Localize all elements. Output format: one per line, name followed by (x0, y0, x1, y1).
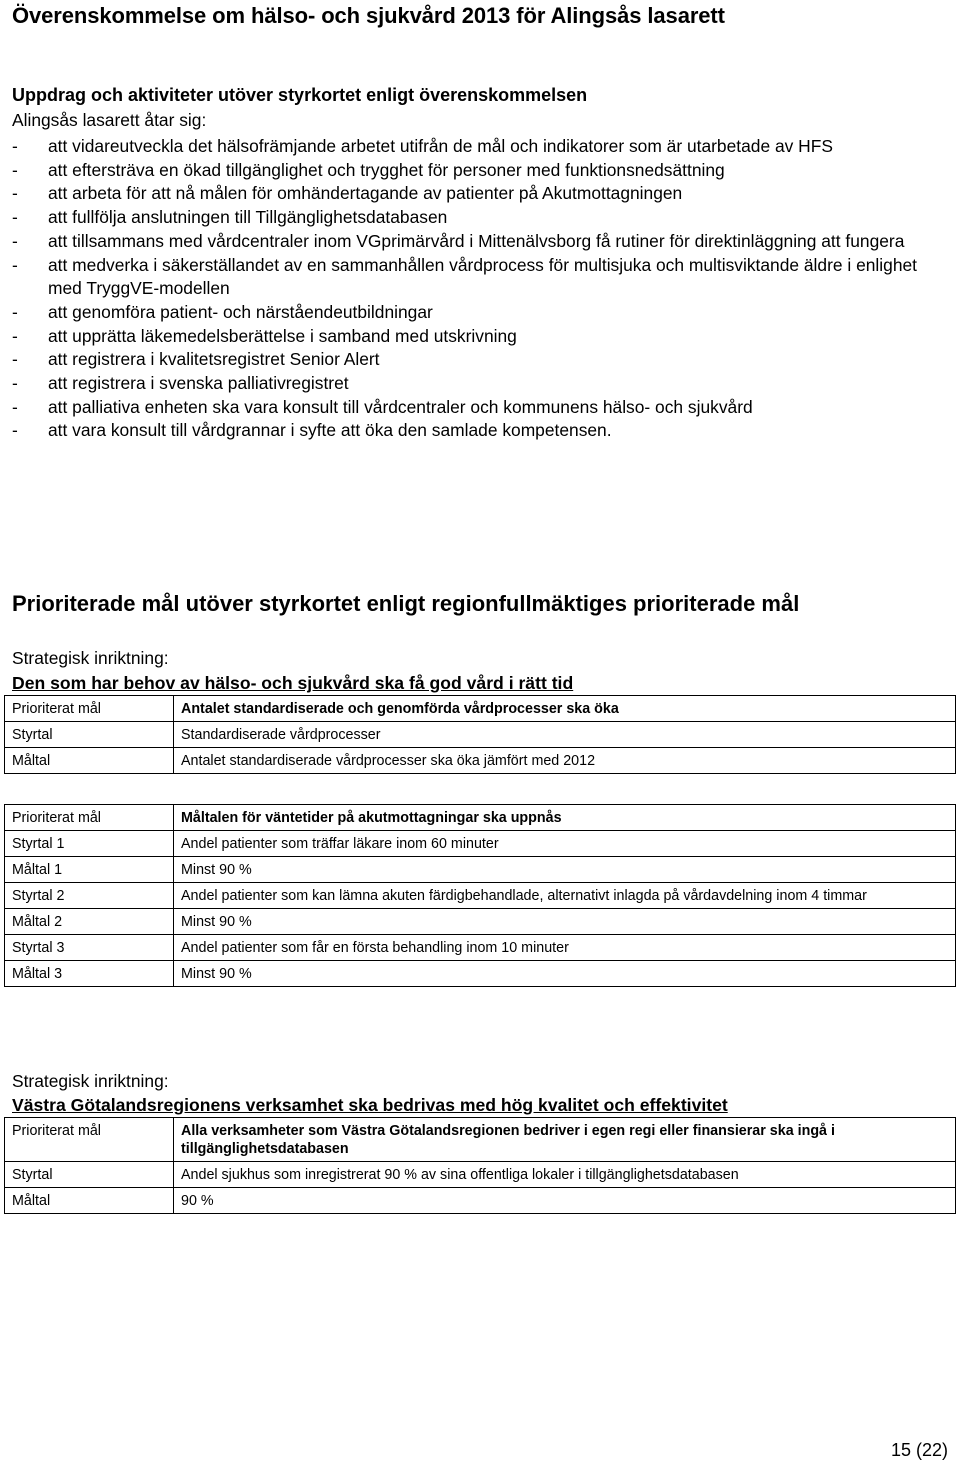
row-label: Styrtal 1 (5, 831, 174, 857)
row-label: Prioriterat mål (5, 805, 174, 831)
list-dash: - (12, 373, 18, 394)
row-value: Andel sjukhus som inregistrerat 90 % av sina offentliga lokaler i tillgänglighetsdatabasen (174, 1162, 956, 1188)
list-dash: - (12, 136, 18, 156)
page-number: 15 (22) (890, 1440, 948, 1460)
row-value: Minst 90 % (174, 961, 956, 987)
row-value: Alla verksamheter som Västra Götalandsregionen bedriver i egen regi eller finansierar ska ingå i tillgänglighetsdatabasen (174, 1118, 956, 1162)
list-dash: - (12, 254, 18, 275)
list-item-text: att upprätta läkemedelsberättelse i samband med utskrivning (48, 325, 517, 346)
goal-table-accessibility (4, 1117, 956, 1214)
row-label: Måltal (5, 748, 174, 774)
row-label: Styrtal (5, 722, 174, 748)
list-item-text: att fullfölja anslutningen till Tillgänglighetsdatabasen (48, 207, 448, 228)
row-label: Prioriterat mål (5, 1118, 174, 1162)
table-row (5, 748, 956, 774)
list-item (12, 230, 952, 254)
list-item (12, 348, 952, 372)
section-heading-priorities: Prioriterade mål utöver styrkortet enligt regionfullmäktiges prioriterade mål (12, 591, 800, 616)
table-row (5, 961, 956, 987)
table-row (5, 883, 956, 909)
row-label: Måltal 1 (5, 857, 174, 883)
goal-table-waiting-times (4, 804, 956, 987)
list-dash: - (12, 420, 18, 441)
list-item-text: att registrera i kvalitetsregistret Senior Alert (48, 349, 380, 370)
table-row (5, 857, 956, 883)
row-value: Minst 90 % (174, 857, 956, 883)
table-row (5, 831, 956, 857)
table-row (5, 696, 956, 722)
table-row (5, 935, 956, 961)
list-dash: - (12, 396, 18, 417)
list-item (12, 396, 952, 420)
list-item (12, 325, 952, 349)
list-item (12, 301, 952, 325)
goal-table-care-processes (4, 695, 956, 774)
strategy-title: Västra Götalandsregionens verksamhet ska bedrivas med hög kvalitet och effektivitet (12, 1095, 728, 1115)
list-item-text: att registrera i svenska palliativregistret (48, 373, 349, 394)
list-item-text: att palliativa enheten ska vara konsult till vårdcentraler och kommunens hälso- och sjukvård (48, 396, 753, 417)
row-value: Antalet standardiserade vårdprocesser ska öka jämfört med 2012 (174, 748, 956, 774)
row-value: Standardiserade vårdprocesser (174, 722, 956, 748)
table-row (5, 805, 956, 831)
row-value: Andel patienter som kan lämna akuten färdigbehandlade, alternativt inlagda på vårdavdelning inom 4 timmar (174, 883, 956, 909)
table-row (5, 909, 956, 935)
section-intro: Alingsås lasarett åtar sig: (12, 110, 207, 130)
row-value: Andel patienter som får en första behandling inom 10 minuter (174, 935, 956, 961)
list-dash: - (12, 325, 18, 346)
row-label: Prioriterat mål (5, 696, 174, 722)
table-row (5, 722, 956, 748)
list-item-text: att genomföra patient- och närståendeutbildningar (48, 301, 433, 322)
table-row (5, 1118, 956, 1162)
list-dash: - (12, 349, 18, 370)
row-label: Styrtal 3 (5, 935, 174, 961)
row-value: Antalet standardiserade och genomförda vårdprocesser ska öka (174, 696, 956, 722)
row-label: Måltal 3 (5, 961, 174, 987)
list-item (12, 206, 952, 230)
list-item (12, 372, 952, 396)
list-dash: - (12, 230, 18, 251)
row-value: Andel patienter som träffar läkare inom 60 minuter (174, 831, 956, 857)
strategy-label: Strategisk inriktning: (12, 648, 169, 668)
row-label: Måltal (5, 1188, 174, 1214)
list-item-text: att medverka i säkerställandet av en sammanhållen vårdprocess för multisjuka och multisviktande äldre i enlighet med TryggVE-modellen (48, 254, 917, 299)
row-label: Måltal 2 (5, 909, 174, 935)
document-title: Överenskommelse om hälso- och sjukvård 2013 för Alingsås lasarett (12, 3, 725, 28)
table-row (5, 1188, 956, 1214)
list-item (12, 135, 952, 159)
row-label: Styrtal 2 (5, 883, 174, 909)
list-item (12, 159, 952, 183)
row-label: Styrtal (5, 1162, 174, 1188)
list-item-text: att arbeta för att nå målen för omhändertagande av patienter på Akutmottagningen (48, 183, 683, 204)
table-row (5, 1162, 956, 1188)
list-item (12, 254, 952, 301)
list-dash: - (12, 183, 18, 204)
section-heading-assignments: Uppdrag och aktiviteter utöver styrkortet enligt överenskommelsen (12, 85, 588, 105)
list-item (12, 182, 952, 206)
list-dash: - (12, 301, 18, 322)
strategy-label: Strategisk inriktning: (12, 1071, 169, 1091)
row-value: 90 % (174, 1188, 956, 1214)
list-item (12, 419, 952, 443)
row-value: Måltalen för väntetider på akutmottagningar ska uppnås (174, 805, 956, 831)
list-dash: - (12, 207, 18, 228)
list-item-text: att tillsammans med vårdcentraler inom VGprimärvård i Mittenälvsborg få rutiner för direktinläggning att fungera (48, 230, 905, 251)
list-item-text: att eftersträva en ökad tillgänglighet och trygghet för personer med funktionsnedsättning (48, 159, 725, 180)
list-dash: - (12, 159, 18, 180)
row-value: Minst 90 % (174, 909, 956, 935)
commitment-list (12, 135, 952, 443)
list-item-text: att vidareutveckla det hälsofrämjande arbetet utifrån de mål och indikatorer som är utarbetade av HFS (48, 136, 833, 156)
strategy-title: Den som har behov av hälso- och sjukvård ska få god vård i rätt tid (12, 673, 574, 693)
list-item-text: att vara konsult till vårdgrannar i syfte att öka den samlade kompetensen. (48, 420, 612, 441)
